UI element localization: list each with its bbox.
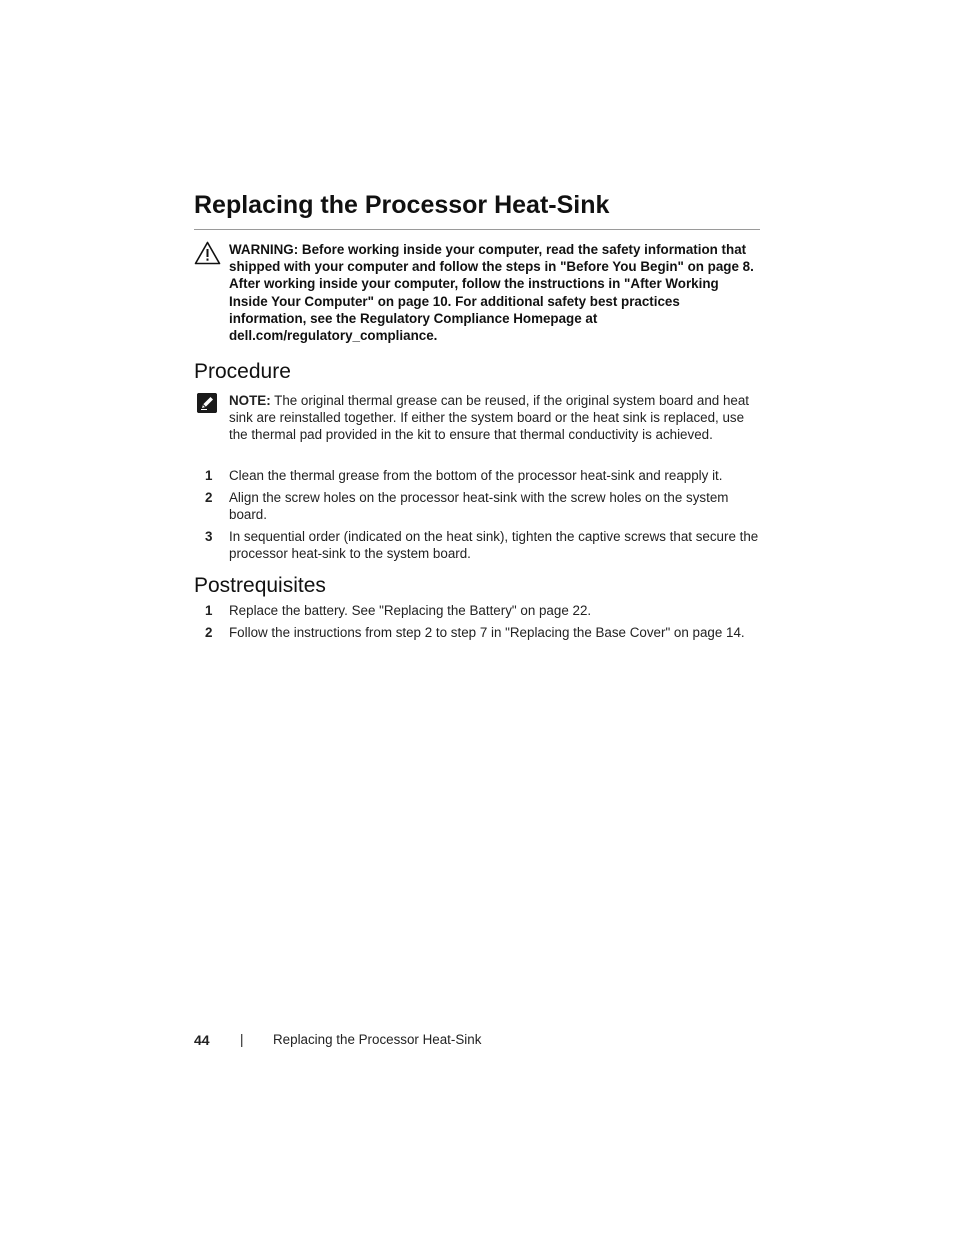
warning-block bbox=[194, 241, 760, 344]
postrequisites-heading: Postrequisites bbox=[194, 574, 326, 597]
step-text: Clean the thermal grease from the bottom of the processor heat-sink and reapply it. bbox=[229, 468, 723, 483]
page-number: 44 bbox=[194, 1032, 210, 1048]
step-number: 1 bbox=[205, 603, 213, 618]
step-text: Replace the battery. See "Replacing the Battery" on page 22. bbox=[229, 603, 592, 618]
procedure-step bbox=[194, 489, 764, 524]
note-pencil-icon bbox=[197, 393, 217, 413]
step-number: 2 bbox=[205, 624, 213, 640]
step-text: In sequential order (indicated on the heat sink), tighten the captive screws that secure the processor heat-sink to the system board. bbox=[229, 528, 759, 562]
note-text bbox=[229, 392, 760, 444]
step-text: Align the screw holes on the processor heat-sink with the screw holes on the system board. bbox=[229, 489, 729, 523]
procedure-steps bbox=[194, 467, 764, 567]
step-number: 2 bbox=[205, 489, 213, 505]
note-label: NOTE: bbox=[229, 393, 271, 408]
note-block bbox=[194, 392, 760, 444]
running-title: Replacing the Processor Heat-Sink bbox=[273, 1032, 482, 1047]
footer-separator: | bbox=[240, 1032, 244, 1047]
warning-triangle-icon bbox=[194, 241, 221, 265]
postrequisite-step bbox=[194, 624, 764, 642]
postrequisite-step bbox=[194, 602, 764, 620]
procedure-step bbox=[194, 467, 764, 485]
page-title: Replacing the Processor Heat-Sink bbox=[194, 190, 760, 230]
procedure-heading: Procedure bbox=[194, 360, 291, 383]
postrequisites-steps bbox=[194, 602, 764, 645]
note-body: The original thermal grease can be reused, if the original system board and heat sink are reinstalled together. If either the system board or the heat sink is replaced, use the thermal pad provided in the kit to ensure that thermal conductivity is achieved. bbox=[229, 393, 750, 443]
step-text: Follow the instructions from step 2 to step 7 in "Replacing the Base Cover" on page 14. bbox=[229, 624, 745, 640]
warning-text: WARNING: Before working inside your computer, read the safety information that shipped with your computer and follow the steps in "Before You Begin" on page 8. After working inside your computer, follow the instructions in "After Working Inside Your Computer" on page 10. For additional safety best practices information, see the Regulatory Compliance Homepage at dell.com/regulatory_compliance. bbox=[229, 242, 754, 344]
step-number: 1 bbox=[205, 468, 213, 483]
procedure-step bbox=[194, 528, 764, 563]
step-number: 3 bbox=[205, 528, 213, 544]
